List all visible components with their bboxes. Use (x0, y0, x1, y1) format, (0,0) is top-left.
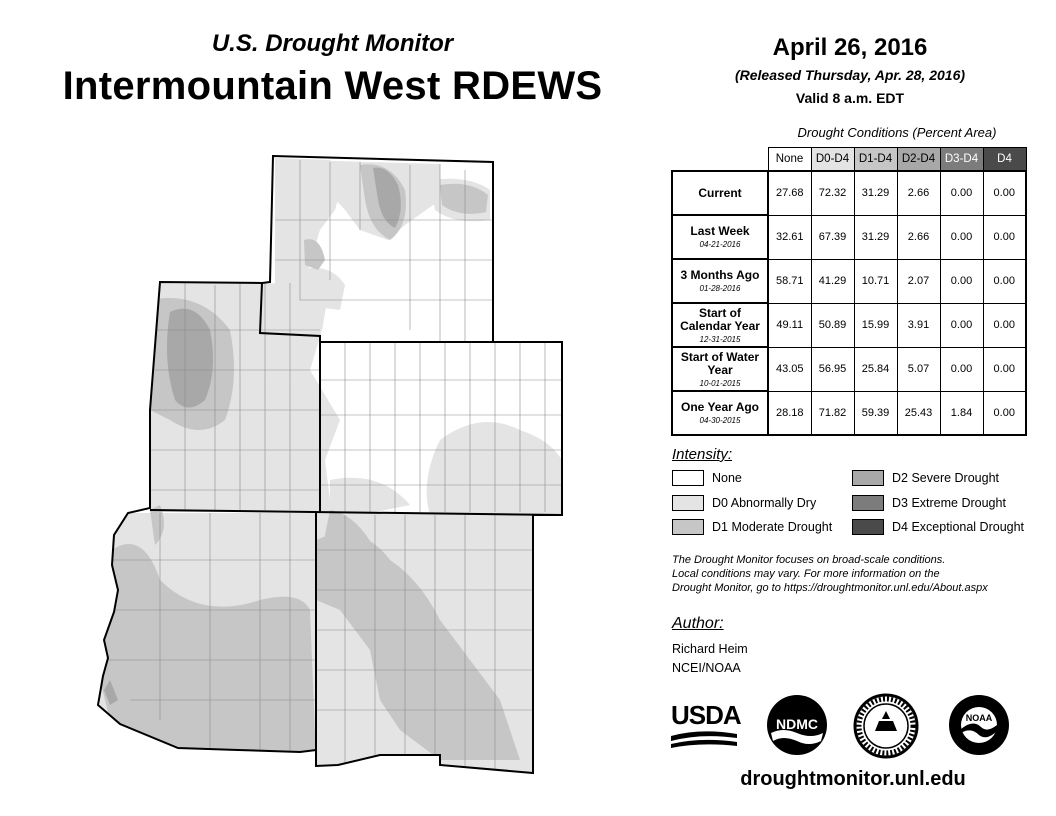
table-cell: 50.89 (811, 303, 854, 347)
commerce-seal-icon (853, 693, 919, 759)
table-cell: 0.00 (940, 215, 983, 259)
row-label-text: Start of Calendar Year (680, 305, 760, 333)
col-header-d2-d4: D2-D4 (897, 148, 940, 172)
table-cell: 43.05 (768, 347, 811, 391)
table-cell: 0.00 (983, 391, 1026, 435)
row-label-date: 12-31-2015 (699, 334, 741, 344)
table-row (672, 347, 1026, 391)
table-row (672, 391, 1026, 435)
row-label-date: 04-21-2016 (699, 240, 741, 249)
legend-label: D4 Exceptional Drought (892, 520, 1025, 534)
legend-item-d4 (852, 519, 1024, 535)
table-cell: 0.00 (940, 303, 983, 347)
table-corner (672, 148, 768, 172)
row-label-text: Current (698, 185, 742, 200)
legend-label: D1 Moderate Drought (712, 520, 833, 534)
table-cell: 2.66 (897, 215, 940, 259)
table-cell: 0.00 (940, 171, 983, 215)
usda-logo-text: USDA (671, 700, 741, 730)
noaa-logo (947, 693, 1011, 757)
col-header-d4: D4 (983, 148, 1026, 172)
map-title: Intermountain West RDEWS (62, 64, 603, 108)
legend-label: D2 Severe Drought (892, 471, 1000, 485)
row-label (672, 171, 768, 215)
author-name: Richard Heim (672, 642, 748, 656)
row-label-date: 01-28-2016 (699, 284, 741, 293)
table-cell: 58.71 (768, 259, 811, 303)
row-label-text: 3 Months Ago (680, 268, 760, 282)
legend-item-none (672, 470, 742, 486)
legend-label: D0 Abnormally Dry (712, 496, 817, 510)
table-row (672, 215, 1026, 259)
info-note (672, 553, 1012, 595)
row-label-date: 10-01-2015 (699, 378, 741, 388)
legend-title: Intensity: (672, 446, 733, 463)
legend-label: D3 Extreme Drought (892, 496, 1006, 510)
legend-swatch (852, 519, 884, 535)
usda-swoosh-icon (671, 728, 737, 748)
legend-item-d2 (852, 470, 999, 486)
table-cell: 1.84 (940, 391, 983, 435)
table-cell: 10.71 (854, 259, 897, 303)
table-cell: 31.29 (854, 171, 897, 215)
table-cell: 0.00 (983, 259, 1026, 303)
table-cell: 67.39 (811, 215, 854, 259)
table-row (672, 259, 1026, 303)
table-cell: 71.82 (811, 391, 854, 435)
row-label-date: 04-30-2015 (699, 416, 741, 425)
col-header-d3-d4: D3-D4 (940, 148, 983, 172)
col-header-d1-d4: D1-D4 (854, 148, 897, 172)
valid-time: Valid 8 a.m. EDT (795, 90, 905, 106)
table-cell: 0.00 (983, 347, 1026, 391)
map-subtitle: U.S. Drought Monitor (211, 30, 454, 57)
row-label-text: Start of Water Year (680, 349, 760, 377)
table-cell: 59.39 (854, 391, 897, 435)
note-line: Drought Monitor, go to https://droughtmonitor.unl.edu/About.aspx (672, 582, 988, 594)
col-header-d0-d4: D0-D4 (811, 148, 854, 172)
table-cell: 31.29 (854, 215, 897, 259)
table-row (672, 171, 1026, 215)
table-cell: 32.61 (768, 215, 811, 259)
table-cell: 15.99 (854, 303, 897, 347)
website-url: droughtmonitor.unl.edu (740, 768, 966, 790)
table-cell: 0.00 (940, 347, 983, 391)
drought-conditions-table (671, 147, 1027, 436)
row-label (672, 347, 768, 391)
table-cell: 3.91 (897, 303, 940, 347)
table-cell: 28.18 (768, 391, 811, 435)
author-heading: Author: (672, 615, 724, 632)
row-label (672, 259, 768, 303)
author-organization: NCEI/NOAA (672, 661, 741, 675)
note-line: The Drought Monitor focuses on broad-scale conditions. (672, 554, 946, 566)
legend-swatch (852, 470, 884, 486)
table-cell: 27.68 (768, 171, 811, 215)
noaa-logo-text: NOAA (965, 713, 993, 723)
row-label-text: One Year Ago (680, 400, 760, 414)
legend-item-d3 (852, 495, 1006, 511)
legend-swatch (852, 495, 884, 511)
table-cell: 41.29 (811, 259, 854, 303)
legend-swatch (672, 519, 704, 535)
legend-item-d1 (672, 519, 832, 535)
row-label-text: Last Week (690, 224, 750, 238)
note-line: Local conditions may vary. For more information on the (672, 568, 940, 580)
row-label (672, 391, 768, 435)
ndmc-logo-text: NDMC (776, 716, 818, 732)
map-date: April 26, 2016 (772, 34, 928, 61)
table-cell: 2.66 (897, 171, 940, 215)
legend-swatch (672, 495, 704, 511)
table-cell: 25.43 (897, 391, 940, 435)
table-cell: 56.95 (811, 347, 854, 391)
table-cell: 0.00 (983, 303, 1026, 347)
table-cell: 0.00 (940, 259, 983, 303)
table-cell: 49.11 (768, 303, 811, 347)
release-date: (Released Thursday, Apr. 28, 2016) (734, 67, 966, 83)
table-caption: Drought Conditions (Percent Area) (797, 125, 997, 140)
table-cell: 0.00 (983, 171, 1026, 215)
table-cell: 0.00 (983, 215, 1026, 259)
table-cell: 72.32 (811, 171, 854, 215)
legend-label: None (712, 471, 742, 485)
col-header-none: None (768, 148, 811, 172)
usda-logo (671, 700, 741, 748)
ndmc-logo (765, 693, 829, 757)
row-label (672, 215, 768, 259)
table-cell: 5.07 (897, 347, 940, 391)
table-cell: 2.07 (897, 259, 940, 303)
legend-swatch (672, 470, 704, 486)
table-cell: 25.84 (854, 347, 897, 391)
table-row (672, 303, 1026, 347)
legend-item-d0 (672, 495, 816, 511)
row-label (672, 303, 768, 347)
